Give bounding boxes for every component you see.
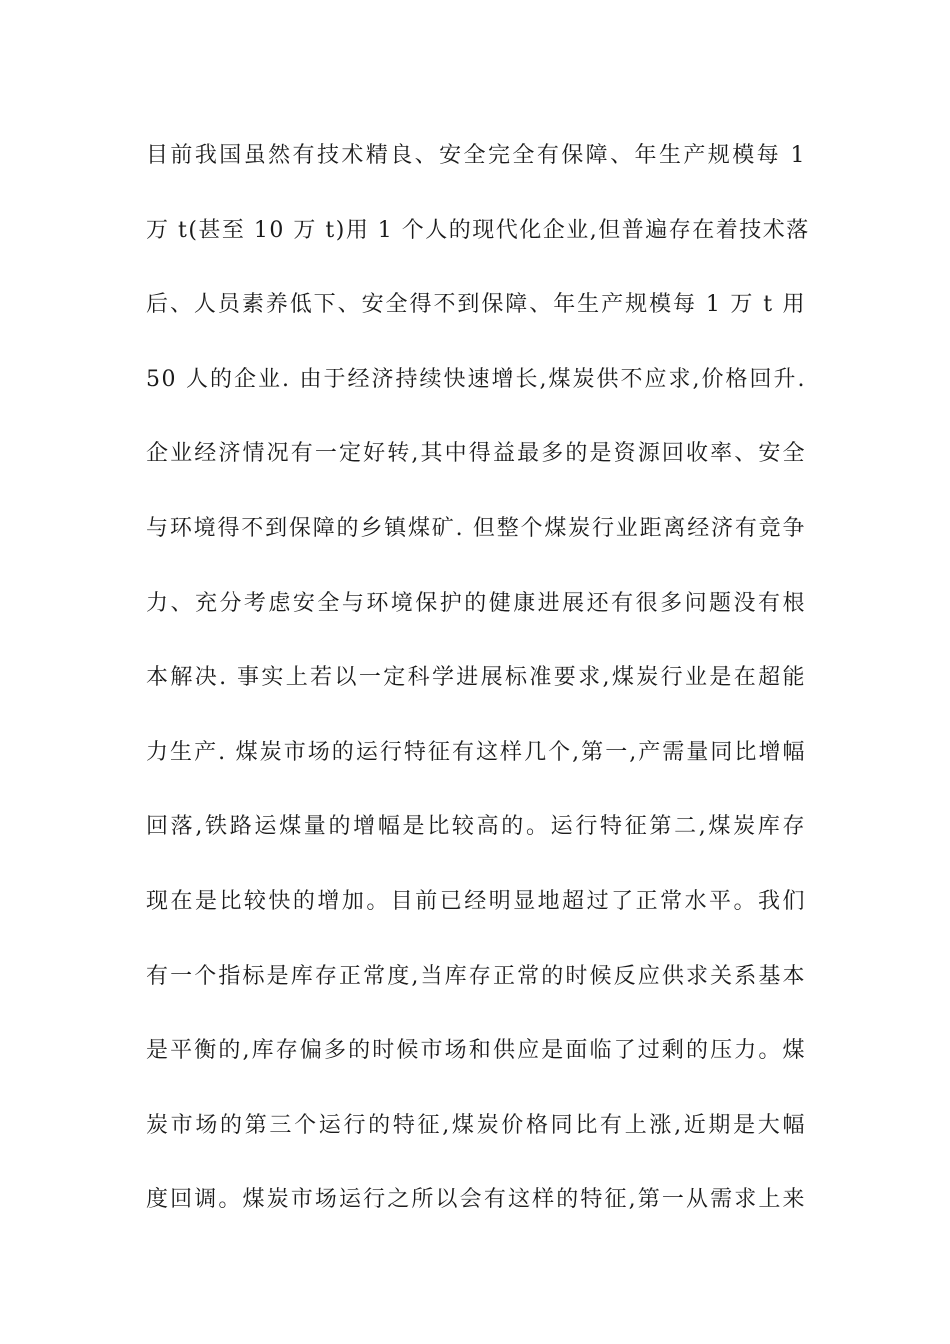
body-paragraph — [146, 132, 810, 1251]
text-line-9: 力生产. 煤炭市场的运行特征有这样几个,第一,产需量同比增幅 — [146, 739, 806, 765]
text-line-3: 后、人员素养低下、安全得不到保障、年生产规模每 1 万 t 用 — [146, 292, 806, 318]
text-line-8: 本解决. 事实上若以一定科学进展标准要求,煤炭行业是在超能 — [146, 665, 806, 691]
text-line-6: 与环境得不到保障的乡镇煤矿. 但整个煤炭行业距离经济有竞争 — [146, 515, 806, 541]
text-line-13: 是平衡的,库存偏多的时候市场和供应是面临了过剩的压力。煤 — [146, 1038, 806, 1064]
text-line-1: 目前我国虽然有技术精良、安全完全有保障、年生产规模每 1 — [146, 143, 806, 168]
text-line-11: 现在是比较快的增加。目前已经明显地超过了正常水平。我们 — [146, 888, 806, 914]
text-line-7: 力、充分考虑安全与环境保护的健康进展还有很多问题没有根 — [146, 590, 806, 616]
text-line-2: 万 t(甚至 10 万 t)用 1 个人的现代化企业,但普遍存在着技术落 — [146, 217, 810, 243]
text-line-15: 度回调。煤炭市场运行之所以会有这样的特征,第一从需求上来 — [146, 1187, 806, 1213]
text-line-5: 企业经济情况有一定好转,其中得益最多的是资源回收率、安全 — [146, 441, 806, 467]
text-line-10: 回落,铁路运煤量的增幅是比较高的。运行特征第二,煤炭库存 — [146, 814, 806, 840]
text-line-4: 50 人的企业. 由于经济持续快速增长,煤炭供不应求,价格回升. — [146, 366, 806, 392]
text-line-12: 有一个指标是库存正常度,当库存正常的时候反应供求关系基本 — [146, 963, 806, 989]
text-line-14: 炭市场的第三个运行的特征,煤炭价格同比有上涨,近期是大幅 — [146, 1112, 806, 1138]
